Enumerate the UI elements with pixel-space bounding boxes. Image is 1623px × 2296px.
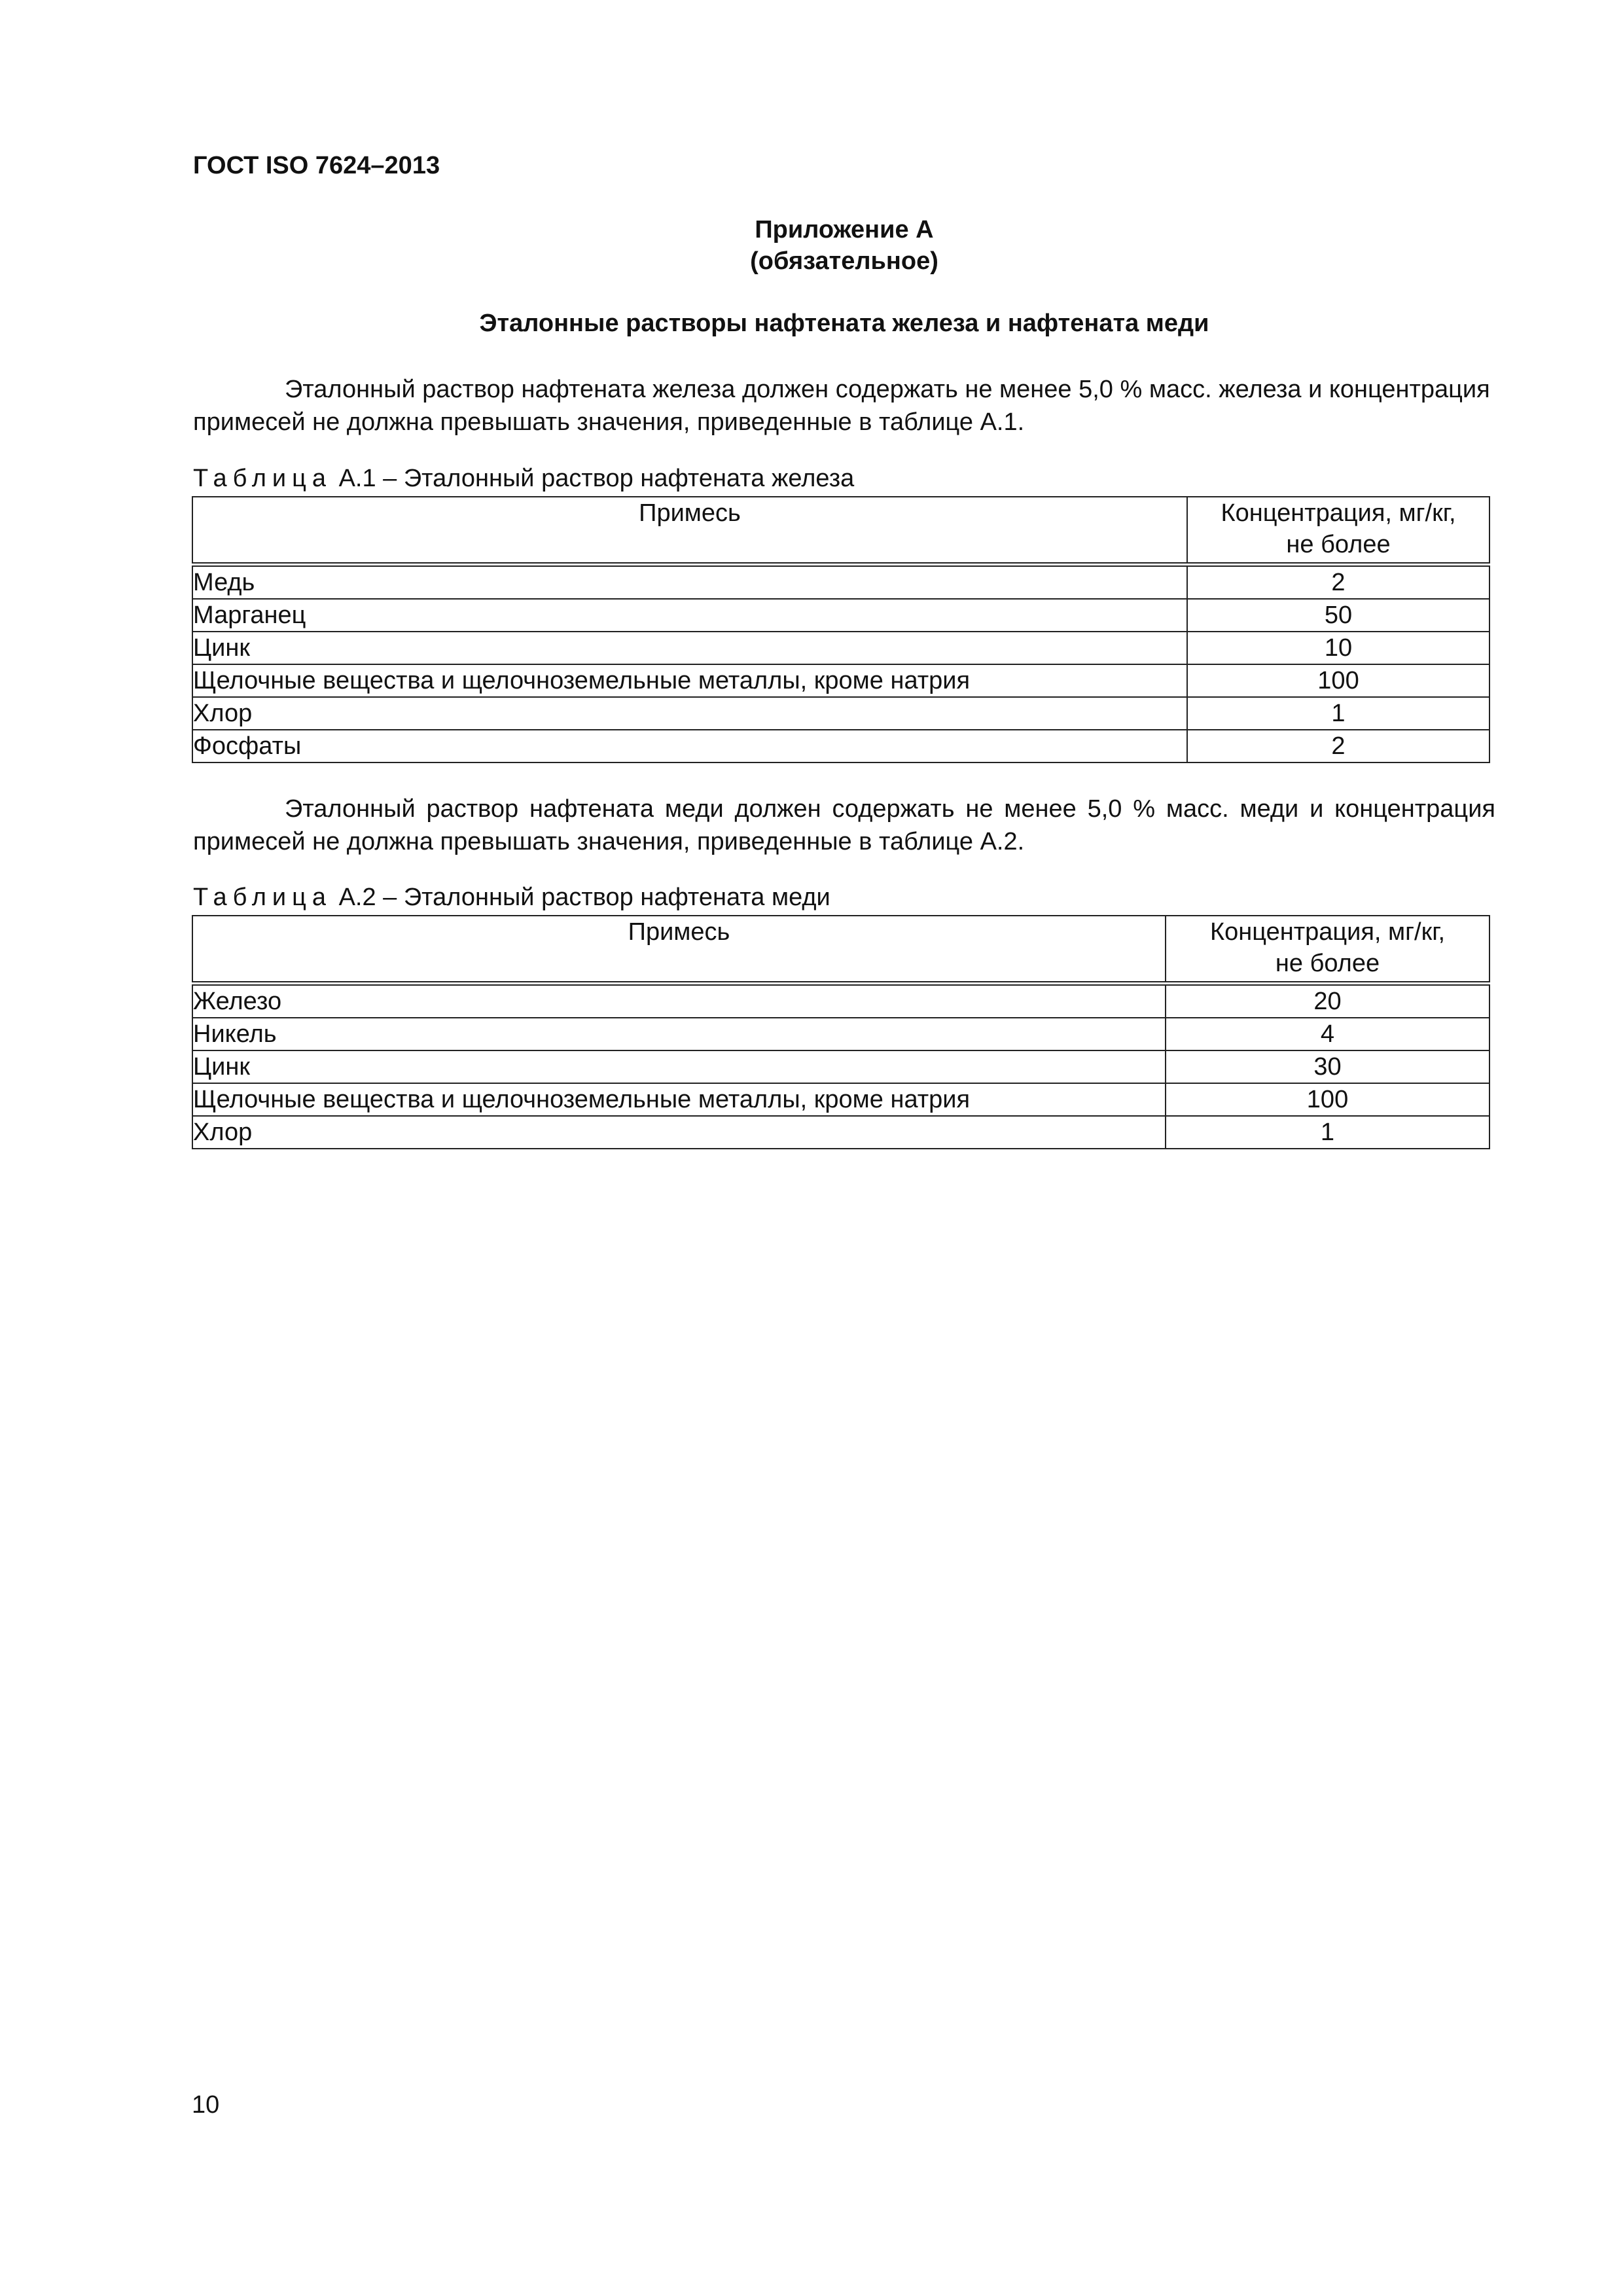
concentration-value: 4 — [1166, 1018, 1489, 1050]
table-a2-header-concentration-line1: Концентрация, мг/кг, — [1209, 918, 1445, 946]
table-a2-caption-text: А.2 – Эталонный раствор нафтената меди — [338, 884, 830, 911]
concentration-value: 50 — [1187, 599, 1489, 632]
table-row — [192, 1050, 1489, 1083]
impurity-name: Цинк — [192, 1050, 1166, 1083]
annex-title: Эталонные растворы нафтената железа и нафтената меди — [479, 310, 1209, 337]
table-a2-caption — [193, 884, 830, 912]
impurity-name: Железо — [192, 984, 1166, 1018]
table-row — [192, 599, 1489, 632]
impurity-name: Фосфаты — [192, 730, 1187, 762]
impurity-name: Марганец — [192, 599, 1187, 632]
table-a1-header-concentration-line2: не более — [1286, 531, 1391, 558]
annex-name: Приложение А — [755, 216, 934, 243]
impurity-name: Щелочные вещества и щелочноземельные металлы, кроме натрия — [192, 664, 1187, 697]
table-a1-caption-text: А.1 – Эталонный раствор нафтената железа — [338, 465, 855, 492]
table-a2-header-concentration-line2: не более — [1275, 950, 1380, 977]
paragraph-copper: Эталонный раствор нафтената меди должен содержать не менее 5,0 % масс. меди и концентрация примесей не должна превышать значения, приведенные в таблице А.2. — [193, 795, 1495, 855]
table-row — [192, 632, 1489, 664]
impurity-name: Медь — [192, 565, 1187, 600]
concentration-value: 100 — [1187, 664, 1489, 697]
impurity-name: Никель — [192, 1018, 1166, 1050]
table-row — [192, 1083, 1489, 1116]
table-row — [192, 565, 1489, 600]
table-row — [192, 1116, 1489, 1149]
page-number: 10 — [192, 2091, 220, 2119]
table-a2-header-concentration — [1166, 916, 1489, 984]
table-a1-caption-label: Таблица — [193, 465, 332, 492]
concentration-value: 100 — [1166, 1083, 1489, 1116]
table-a2-header-row — [192, 916, 1489, 984]
impurity-name: Щелочные вещества и щелочноземельные металлы, кроме натрия — [192, 1083, 1166, 1116]
table-row — [192, 984, 1489, 1018]
table-row — [192, 697, 1489, 730]
concentration-value: 10 — [1187, 632, 1489, 664]
table-row — [192, 664, 1489, 697]
table-a2 — [192, 915, 1490, 1149]
table-row — [192, 1018, 1489, 1050]
concentration-value: 1 — [1166, 1116, 1489, 1149]
concentration-value: 2 — [1187, 730, 1489, 762]
table-a1 — [192, 496, 1490, 763]
annex-status: (обязательное) — [750, 247, 938, 275]
impurity-name: Цинк — [192, 632, 1187, 664]
concentration-value: 1 — [1187, 697, 1489, 730]
concentration-value: 20 — [1166, 984, 1489, 1018]
table-a2-header-impurity: Примесь — [192, 916, 1166, 984]
table-a1-caption — [193, 465, 854, 493]
table-a2-caption-label: Таблица — [193, 884, 332, 911]
impurity-name: Хлор — [192, 697, 1187, 730]
table-a1-header-concentration — [1187, 497, 1489, 565]
table-a1-header-row — [192, 497, 1489, 565]
table-row — [192, 730, 1489, 762]
paragraph-iron: Эталонный раствор нафтената железа должен содержать не менее 5,0 % масс. железа и концентрация примесей не должна превышать значения, приведенные в таблице А.1. — [193, 376, 1490, 436]
standard-designation: ГОСТ ISO 7624–2013 — [193, 152, 440, 179]
concentration-value: 30 — [1166, 1050, 1489, 1083]
concentration-value: 2 — [1187, 565, 1489, 600]
table-a1-header-concentration-line1: Концентрация, мг/кг, — [1221, 499, 1456, 527]
impurity-name: Хлор — [192, 1116, 1166, 1149]
table-a1-header-impurity: Примесь — [192, 497, 1187, 565]
